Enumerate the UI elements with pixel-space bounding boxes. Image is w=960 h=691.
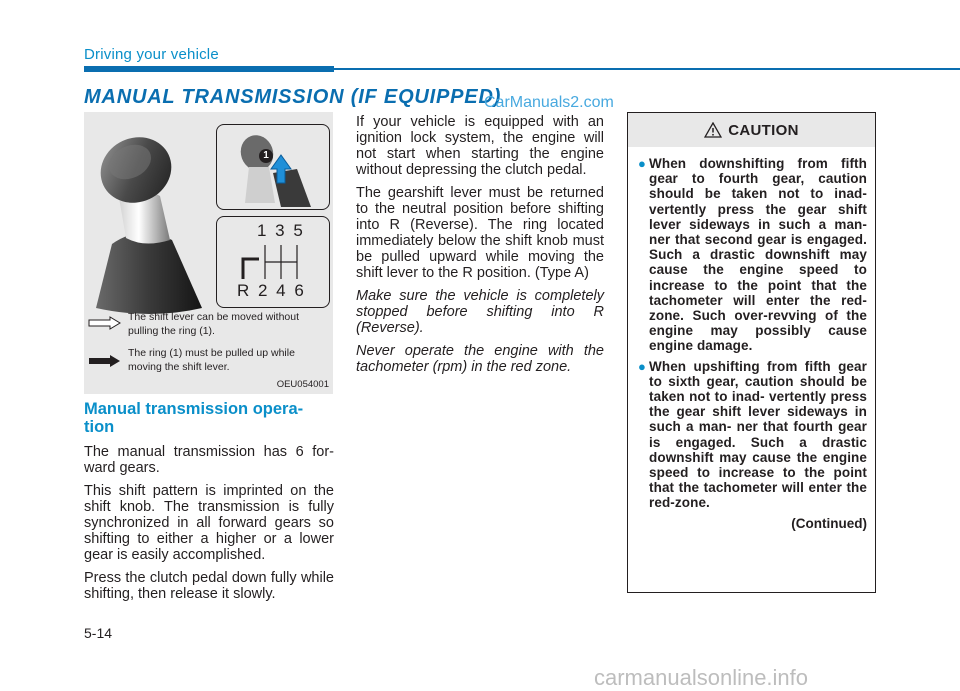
- legend-text-1: The shift lever can be moved without pulling the ring (1).: [128, 311, 300, 337]
- shift-knob-illustration: [90, 132, 215, 314]
- watermark-text: CarManuals2.com: [484, 94, 614, 111]
- shift-pattern-bottom: R 2 4 6: [237, 281, 306, 300]
- figure-code: OEU054001: [276, 379, 329, 390]
- page-title: MANUAL TRANSMISSION (IF EQUIPPED): [84, 86, 502, 108]
- caution-title: CAUTION: [728, 121, 799, 139]
- section-heading: Manual transmission opera- tion: [84, 400, 304, 436]
- caution-header: [628, 113, 875, 147]
- shift-pattern-top: 1 3 5: [257, 221, 305, 240]
- header-rule-thick: [84, 66, 334, 72]
- outline-arrow-icon: [88, 316, 122, 330]
- column-1-text: [84, 444, 334, 609]
- continued-label: (Continued): [791, 515, 867, 531]
- ring-callout-number: 1: [259, 149, 273, 163]
- caution-bullet: [638, 156, 867, 354]
- caution-bullet-text: When upshifting from fifth gear to sixth gear, caution should be taken not to inad- vertently press the gear shift lever sideways in such a man- ner that fourth gear is engaged. Such a drastic downshift may cause the engine speed to increase to the point that the tachometer will enter the red-zone.: [649, 358, 867, 511]
- solid-arrow-icon: [88, 354, 122, 368]
- gear-shift-figure: [84, 112, 333, 394]
- section-label: Driving your vehicle: [84, 46, 219, 63]
- paragraph: The gearshift lever must be returned to the neutral position before shifting into R (Reverse). The ring located immediately below the shift knob must be pulled upward while moving the shift lever to the R position. (Type A): [356, 185, 604, 281]
- shift-gate-icon: [237, 243, 317, 281]
- page-number: 5-14: [84, 625, 113, 641]
- italic-note: Never operate the engine with the tachometer (rpm) in the red zone.: [356, 343, 604, 375]
- caution-box: [627, 112, 876, 593]
- caution-bullet-text: When downshifting from fifth gear to fourth gear, caution should be taken not to inad- vertently press the gear shift lever sideways in such a man- ner that second gear is engaged. Such a drastic downshift may cause the engine speed to increase to the point that the tachometer will enter the red-zone. Such over-revving of the engine may possibly cause engine damage.: [649, 156, 867, 354]
- paragraph: This shift pattern is imprinted on the shift knob. The transmission is fully synchronized in all forward gears so shifting to either a higher or a lower gear is easily accomplished.: [84, 483, 334, 563]
- caution-bullet: [638, 359, 867, 511]
- warning-triangle-icon: [704, 122, 722, 138]
- paragraph: The manual transmission has 6 for- ward gears.: [84, 444, 334, 476]
- knob-inset-illustration: [217, 125, 329, 209]
- header-rule-thin: [334, 68, 960, 70]
- footer-watermark: carmanualsonline.info: [594, 665, 809, 690]
- bullet-dot-icon: ●: [638, 156, 646, 171]
- column-2-text: [356, 114, 604, 382]
- shift-pattern-inset: [216, 216, 330, 308]
- ring-pull-inset: [216, 124, 330, 210]
- caution-body: [628, 147, 875, 531]
- legend-text-2: The ring (1) must be pulled up while moving the shift lever.: [128, 347, 295, 373]
- paragraph: If your vehicle is equipped with an ignition lock system, the engine will not start when starting the engine without depressing the clutch pedal.: [356, 114, 604, 178]
- italic-note: Make sure the vehicle is completely stopped before shifting into R (Reverse).: [356, 288, 604, 336]
- bullet-dot-icon: ●: [638, 358, 646, 374]
- paragraph: Press the clutch pedal down fully while shifting, then release it slowly.: [84, 570, 334, 602]
